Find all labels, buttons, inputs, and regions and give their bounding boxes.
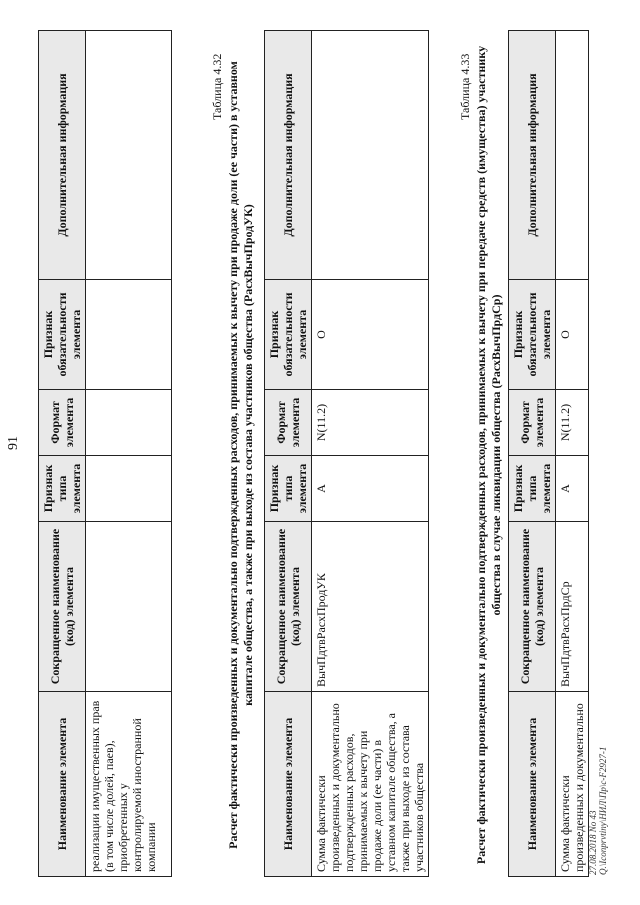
col-header-type: Признак типа элемента (39, 456, 86, 522)
table-continuation (38, 30, 172, 877)
cell-type (86, 456, 172, 522)
col-header-format: Формат элемента (509, 390, 556, 456)
col-header-required: Признак обязательности элемента (39, 280, 86, 390)
cell-code: ВычПдтвРасхПродУК (312, 522, 429, 692)
col-header-name: Наименование элемента (265, 692, 312, 877)
table-row (312, 31, 429, 877)
col-header-format: Формат элемента (265, 390, 312, 456)
col-header-required: Признак обязательности элемента (265, 280, 312, 390)
col-header-required: Признак обязательности элемента (509, 280, 556, 390)
table-4-33 (508, 30, 589, 877)
table-header-row (265, 31, 312, 877)
cell-info (86, 31, 172, 280)
cell-format (86, 390, 172, 456)
cell-format: N(11.2) (556, 390, 589, 456)
stamp-line-2: Q.\Iconprvtiny\HИЛ\Пр\с-F2927-1 (598, 746, 608, 875)
table-caption-4-33: Таблица 4.33 (458, 53, 472, 120)
page-number: 91 (6, 436, 21, 450)
stamp-line-1: 27.08.2018 No 43 (588, 810, 598, 875)
cell-type: А (312, 456, 429, 522)
table-row (86, 31, 172, 877)
cell-name: Сумма фактически произведенных и документально (556, 692, 589, 877)
document-stamp (588, 747, 608, 875)
cell-code: ВычПдтвРасхПрдСр (556, 522, 589, 692)
cell-format: N(11.2) (312, 390, 429, 456)
cell-required (86, 280, 172, 390)
table-header-row (39, 31, 86, 877)
col-header-name: Наименование элемента (509, 692, 556, 877)
table-row (556, 31, 589, 877)
table-4-32 (264, 30, 429, 877)
col-header-type: Признак типа элемента (509, 456, 556, 522)
table-title-4-33: Расчет фактически произведенных и документально подтвержденных расходов, принимаемых к вычету при передаче средств (имущества) участнику общества в случае ликвидации общества (РасхВычПрдСр) (474, 45, 503, 865)
table-header-row (509, 31, 556, 877)
cell-info (556, 31, 589, 280)
col-header-name: Наименование элемента (39, 692, 86, 877)
col-header-info: Дополнительная информация (509, 31, 556, 280)
cell-code (86, 522, 172, 692)
col-header-type: Признак типа элемента (265, 456, 312, 522)
table-caption-4-32: Таблица 4.32 (210, 53, 224, 120)
col-header-info: Дополнительная информация (265, 31, 312, 280)
cell-required: О (312, 280, 429, 390)
col-header-info: Дополнительная информация (39, 31, 86, 280)
cell-type: А (556, 456, 589, 522)
cell-required: О (556, 280, 589, 390)
col-header-code: Сокращенное наименование (код) элемента (265, 522, 312, 692)
cell-info (312, 31, 429, 280)
cell-name: Сумма фактически произведенных и документально подтвержденных расходов, принимаемых к вычету при продаже доли (ее части) в уставном капитале общества, а также при выходе из состава участников общества (312, 692, 429, 877)
cell-name: реализации имущественных прав (в том числе долей, паев), приобретенных у контролируемой иностранной компании (86, 692, 172, 877)
col-header-code: Сокращенное наименование (код) элемента (509, 522, 556, 692)
table-title-4-32: Расчет фактически произведенных и документально подтвержденных расходов, принимаемых к вычету при продаже доли (ее части) в уставном капитале общества, а также при выходе из состава участников общества (РасхВычПродУК) (226, 61, 255, 849)
col-header-code: Сокращенное наименование (код) элемента (39, 522, 86, 692)
col-header-format: Формат элемента (39, 390, 86, 456)
